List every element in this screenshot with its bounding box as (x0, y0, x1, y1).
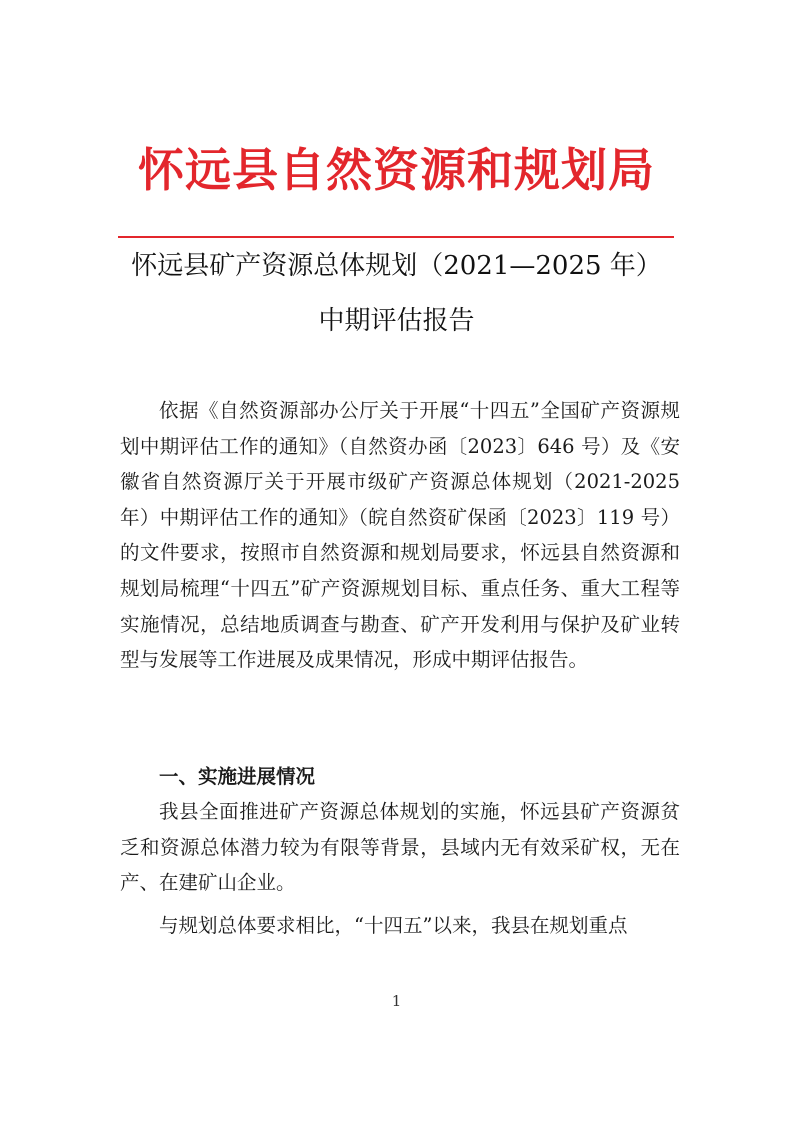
letterhead-title: 怀远县自然资源和规划局 (138, 143, 655, 197)
body-paragraph-2 (120, 794, 680, 901)
body-paragraph-1 (120, 393, 680, 678)
document-title-line2: 中期评估报告 (318, 306, 475, 336)
body-paragraph-3 (120, 908, 680, 944)
paragraph-text: 我县全面推进矿产资源总体规划的实施，怀远县矿产资源贫乏和资源总体潜力较为有限等背景，县域内无有效采矿权，无在产、在建矿山企业。 (120, 800, 680, 895)
section-heading-1: 一、实施进展情况 (159, 765, 316, 788)
paragraph-text: 依据《自然资源部办公厅关于开展“十四五”全国矿产资源规划中期评估工作的通知》（自然资办函〔2023〕646 号）及《安徽省自然资源厅关于开展市级矿产资源总体规划（2021-2025 年）中期评估工作的通知》（皖自然资矿保函〔2023〕119 号）的文件要求，按照市自然资源和规划局要求，怀远县自然资源和规划局梳理“十四五”矿产资源规划目标、重点任务、重大工程等实施情况，总结地质调查与勘查、矿产开发利用与保护及矿业转型与发展等工作进展及成果情况，形成中期评估报告。 (120, 399, 680, 672)
paragraph-text: 与规划总体要求相比，“十四五”以来，我县在规划重点 (159, 914, 628, 937)
page-number: 1 (391, 992, 402, 1010)
letterhead-red-rule (118, 236, 674, 238)
document-title-line1: 怀远县矿产资源总体规划（2021—2025 年） (131, 251, 662, 281)
